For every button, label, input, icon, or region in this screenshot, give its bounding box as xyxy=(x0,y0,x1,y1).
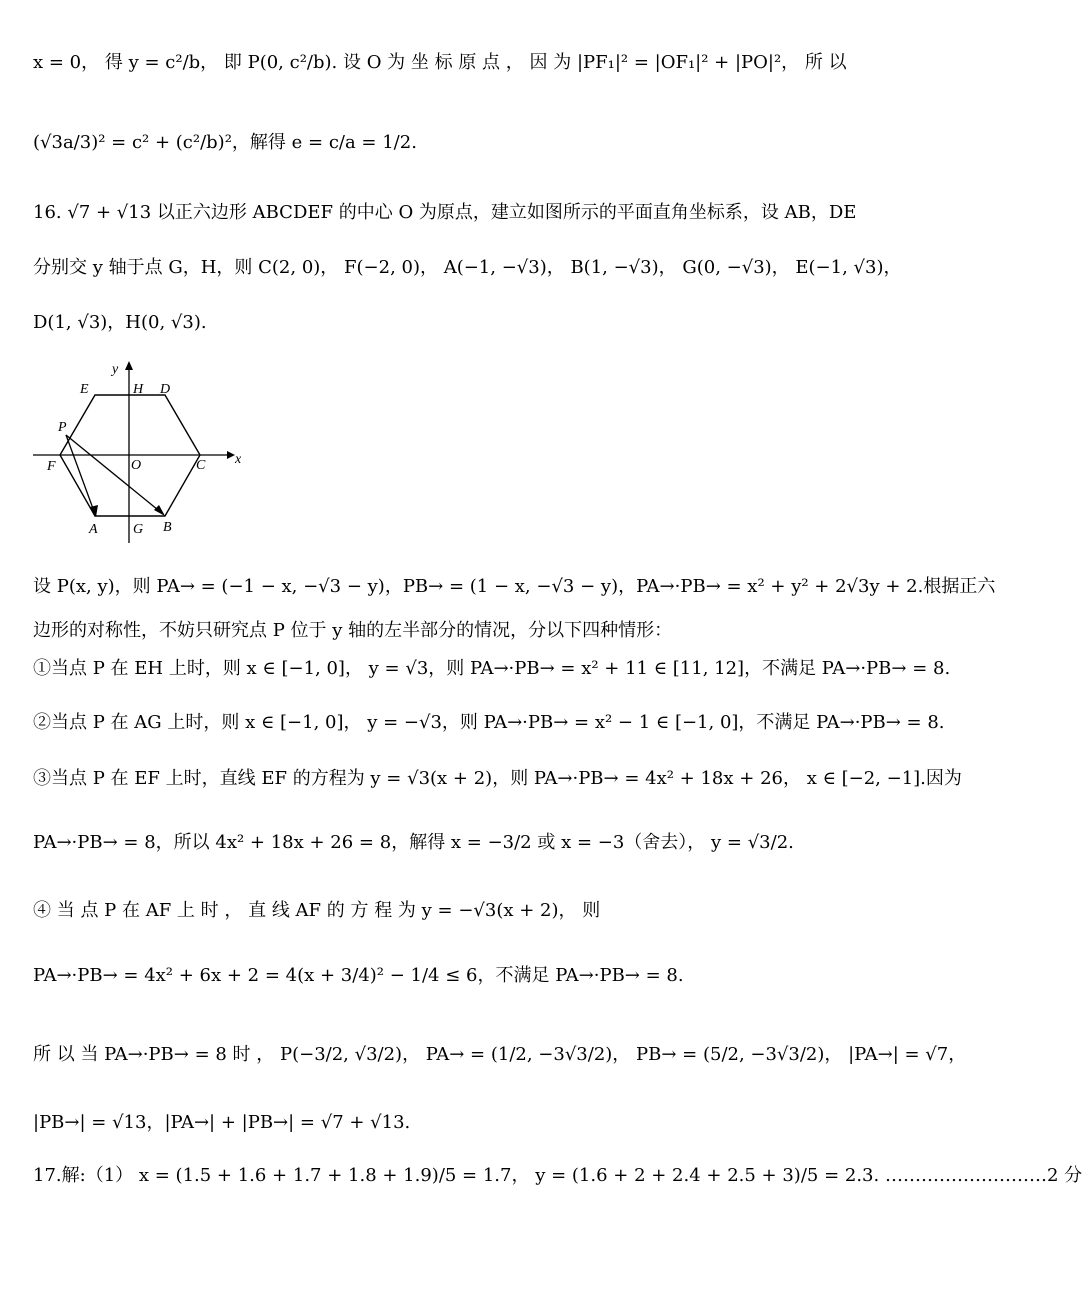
x-axis-arrow xyxy=(227,451,235,459)
label-f: F xyxy=(47,459,56,474)
text-line-1: x = 0， 得 y = c²/b， 即 P(0, c²/b). 设 O 为 坐 标 原 点 ， 因 为 |PF₁|² = |OF₁|² + |PO|²， 所 以 xyxy=(33,52,847,73)
label-x: x xyxy=(235,452,242,467)
text-line-9: ②当点 P 在 AG 上时，则 x ∈ [−1, 0]， y = −√3，则 PA→·PB→ = x² − 1 ∈ [−1, 0]，不满足 PA→·PB→ = 8. xyxy=(33,712,945,733)
text-line-7: 边形的对称性，不妨只研究点 P 位于 y 轴的左半部分的情况，分以下四种情形： xyxy=(33,620,673,641)
text-line-11: PA→·PB→ = 8，所以 4x² + 18x + 26 = 8，解得 x = −3/2 或 x = −3（舍去）， y = √3/2. xyxy=(33,832,794,853)
text-line-16: 17.解:（1） x = (1.5 + 1.6 + 1.7 + 1.8 + 1.9)/5 = 1.7， y = (1.6 + 2 + 2.4 + 2.5 + 3)/5 = 2.3. ………………………2 分 xyxy=(33,1165,1082,1186)
text-line-13: PA→·PB→ = 4x² + 6x + 2 = 4(x + 3/4)² − 1/4 ≤ 6，不满足 PA→·PB→ = 8. xyxy=(33,965,684,986)
label-b: B xyxy=(163,520,172,535)
label-e: E xyxy=(80,382,89,397)
text-line-12: ④ 当 点 P 在 AF 上 时 ， 直 线 AF 的 方 程 为 y = −√3(x + 2)， 则 xyxy=(33,900,601,921)
label-p: P xyxy=(58,420,67,435)
hexagon-figure xyxy=(30,355,260,550)
text-line-6: 设 P(x, y)，则 PA→ = (−1 − x, −√3 − y)，PB→ = (1 − x, −√3 − y)，PA→·PB→ = x² + y² + 2√3y + 2.根据正六 xyxy=(33,576,996,597)
label-y: y xyxy=(112,362,119,377)
label-a: A xyxy=(89,522,98,537)
text-line-15: |PB→| = √13，|PA→| + |PB→| = √7 + √13. xyxy=(33,1112,411,1133)
label-o: O xyxy=(131,458,142,473)
vector-pb-arrow xyxy=(154,505,165,516)
label-g: G xyxy=(133,522,144,537)
label-d: D xyxy=(160,382,171,397)
text-line-10: ③当点 P 在 EF 上时，直线 EF 的方程为 y = √3(x + 2)，则 PA→·PB→ = 4x² + 18x + 26， x ∈ [−2, −1].因为 xyxy=(33,768,962,789)
text-line-3: 16. √7 + √13 以正六边形 ABCDEF 的中心 O 为原点，建立如图所示的平面直角坐标系，设 AB，DE xyxy=(33,202,857,223)
y-axis-arrow xyxy=(125,361,133,370)
text-line-8: ①当点 P 在 EH 上时，则 x ∈ [−1, 0]， y = √3，则 PA→·PB→ = x² + 11 ∈ [11, 12]，不满足 PA→·PB→ = 8. xyxy=(33,658,951,679)
text-line-4: 分别交 y 轴于点 G，H，则 C(2, 0)， F(−2, 0)， A(−1, −√3)， B(1, −√3)， G(0, −√3)， E(−1, √3)， xyxy=(33,257,902,278)
label-c: C xyxy=(196,458,206,473)
text-line-5: D(1, √3)，H(0, √3). xyxy=(33,312,207,333)
text-line-14: 所 以 当 PA→·PB→ = 8 时 ， P(−3/2, √3/2)， PA→ = (1/2, −3√3/2)， PB→ = (5/2, −3√3/2)， |PA→| = √7， xyxy=(33,1044,967,1065)
text-line-2: (√3a/3)² = c² + (c²/b)²，解得 e = c/a = 1/2. xyxy=(33,132,417,153)
label-h: H xyxy=(133,382,144,397)
